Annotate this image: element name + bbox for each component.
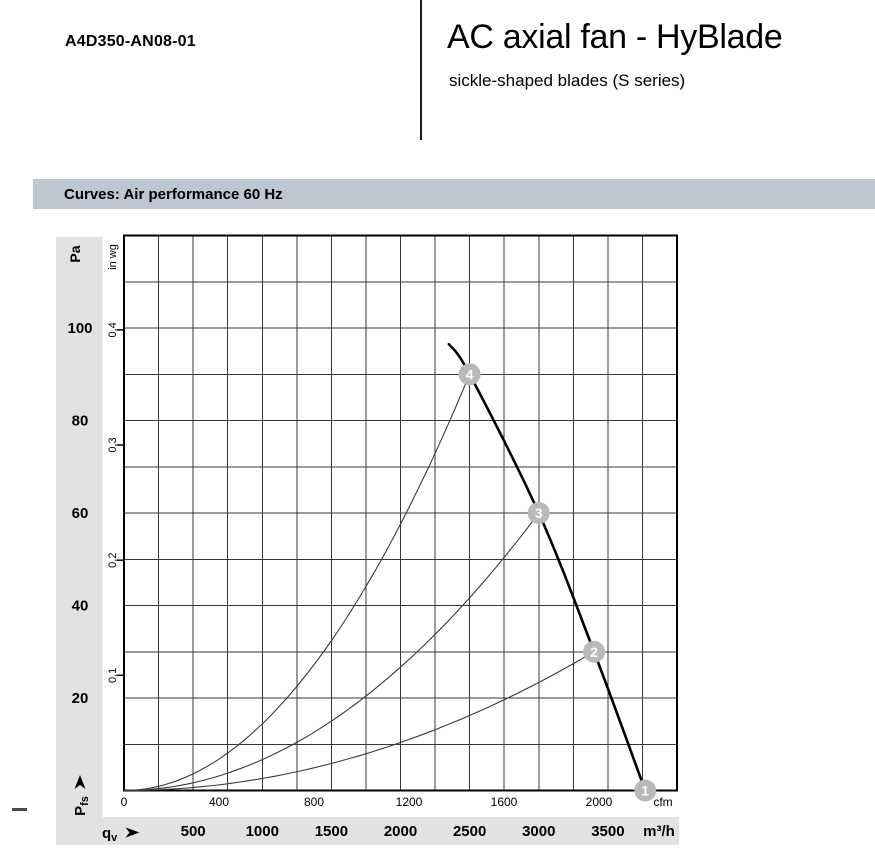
fan-curve [449,344,645,790]
in-wg-tick-label: 0.3 [107,437,119,453]
m3h-tick-label: 1500 [314,823,349,840]
x-axis-unit-cfm: cfm [653,795,673,809]
cfm-tick-label: 400 [208,795,230,809]
m3h-tick-label: 2000 [383,823,418,840]
page-fold-mark [12,808,27,811]
air-performance-chart [40,228,700,860]
cfm-tick-label: 2000 [585,795,613,809]
cfm-tick-label: 0 [120,795,128,809]
operating-point-4 [459,363,481,385]
section-header-bar [33,179,875,209]
header-divider [420,0,422,140]
m3h-tick-label: 1000 [245,823,279,840]
x-axis-strip [56,817,679,845]
m3h-tick-label: 2500 [452,823,487,840]
y-axis-label-pfs: $P_{fs}$ [72,796,91,816]
operating-point-2 [583,641,605,663]
operating-point-1 [634,780,656,802]
section-header-text: Curves: Air performance 60 Hz [64,185,283,203]
pa-tick-label: 20 [71,690,89,707]
operating-point-3 [528,502,550,524]
in-wg-tick-label: 0.1 [107,667,119,683]
y-axis-unit-pa: Pa [67,245,83,263]
m3h-tick-label: 3000 [522,823,556,840]
x-axis-unit-m3h: m³/h [643,823,675,840]
y-axis-unit-inwg: in wg [107,244,119,270]
in-wg-tick-label: 0.2 [107,552,119,568]
pa-tick-label: 80 [71,412,89,430]
page-title: AC axial fan - HyBlade [447,18,783,56]
operating-point-number: 3 [534,505,543,521]
air-performance-chart-svg [40,228,700,860]
page-subtitle: sickle-shaped blades (S series) [449,71,686,90]
m3h-tick-label: 500 [180,823,206,840]
pa-tick-label: 100 [67,320,93,337]
system-curve-2 [124,652,594,791]
cfm-tick-label: 800 [303,795,325,809]
x-axis-label-qv: $q_v$ [102,825,118,844]
m3h-tick-label: 3500 [591,823,625,840]
cfm-tick-label: 1200 [395,795,423,809]
part-number: A4D350-AN08-01 [65,33,196,50]
pa-tick-label: 60 [71,505,89,522]
operating-point-number: 4 [465,366,474,383]
operating-point-number: 2 [590,643,598,660]
grid [124,236,677,791]
in-wg-tick-label: 0.4 [107,322,119,338]
pa-tick-label: 40 [71,597,89,615]
cfm-tick-label: 1600 [490,795,518,809]
operating-point-number: 1 [641,782,650,799]
